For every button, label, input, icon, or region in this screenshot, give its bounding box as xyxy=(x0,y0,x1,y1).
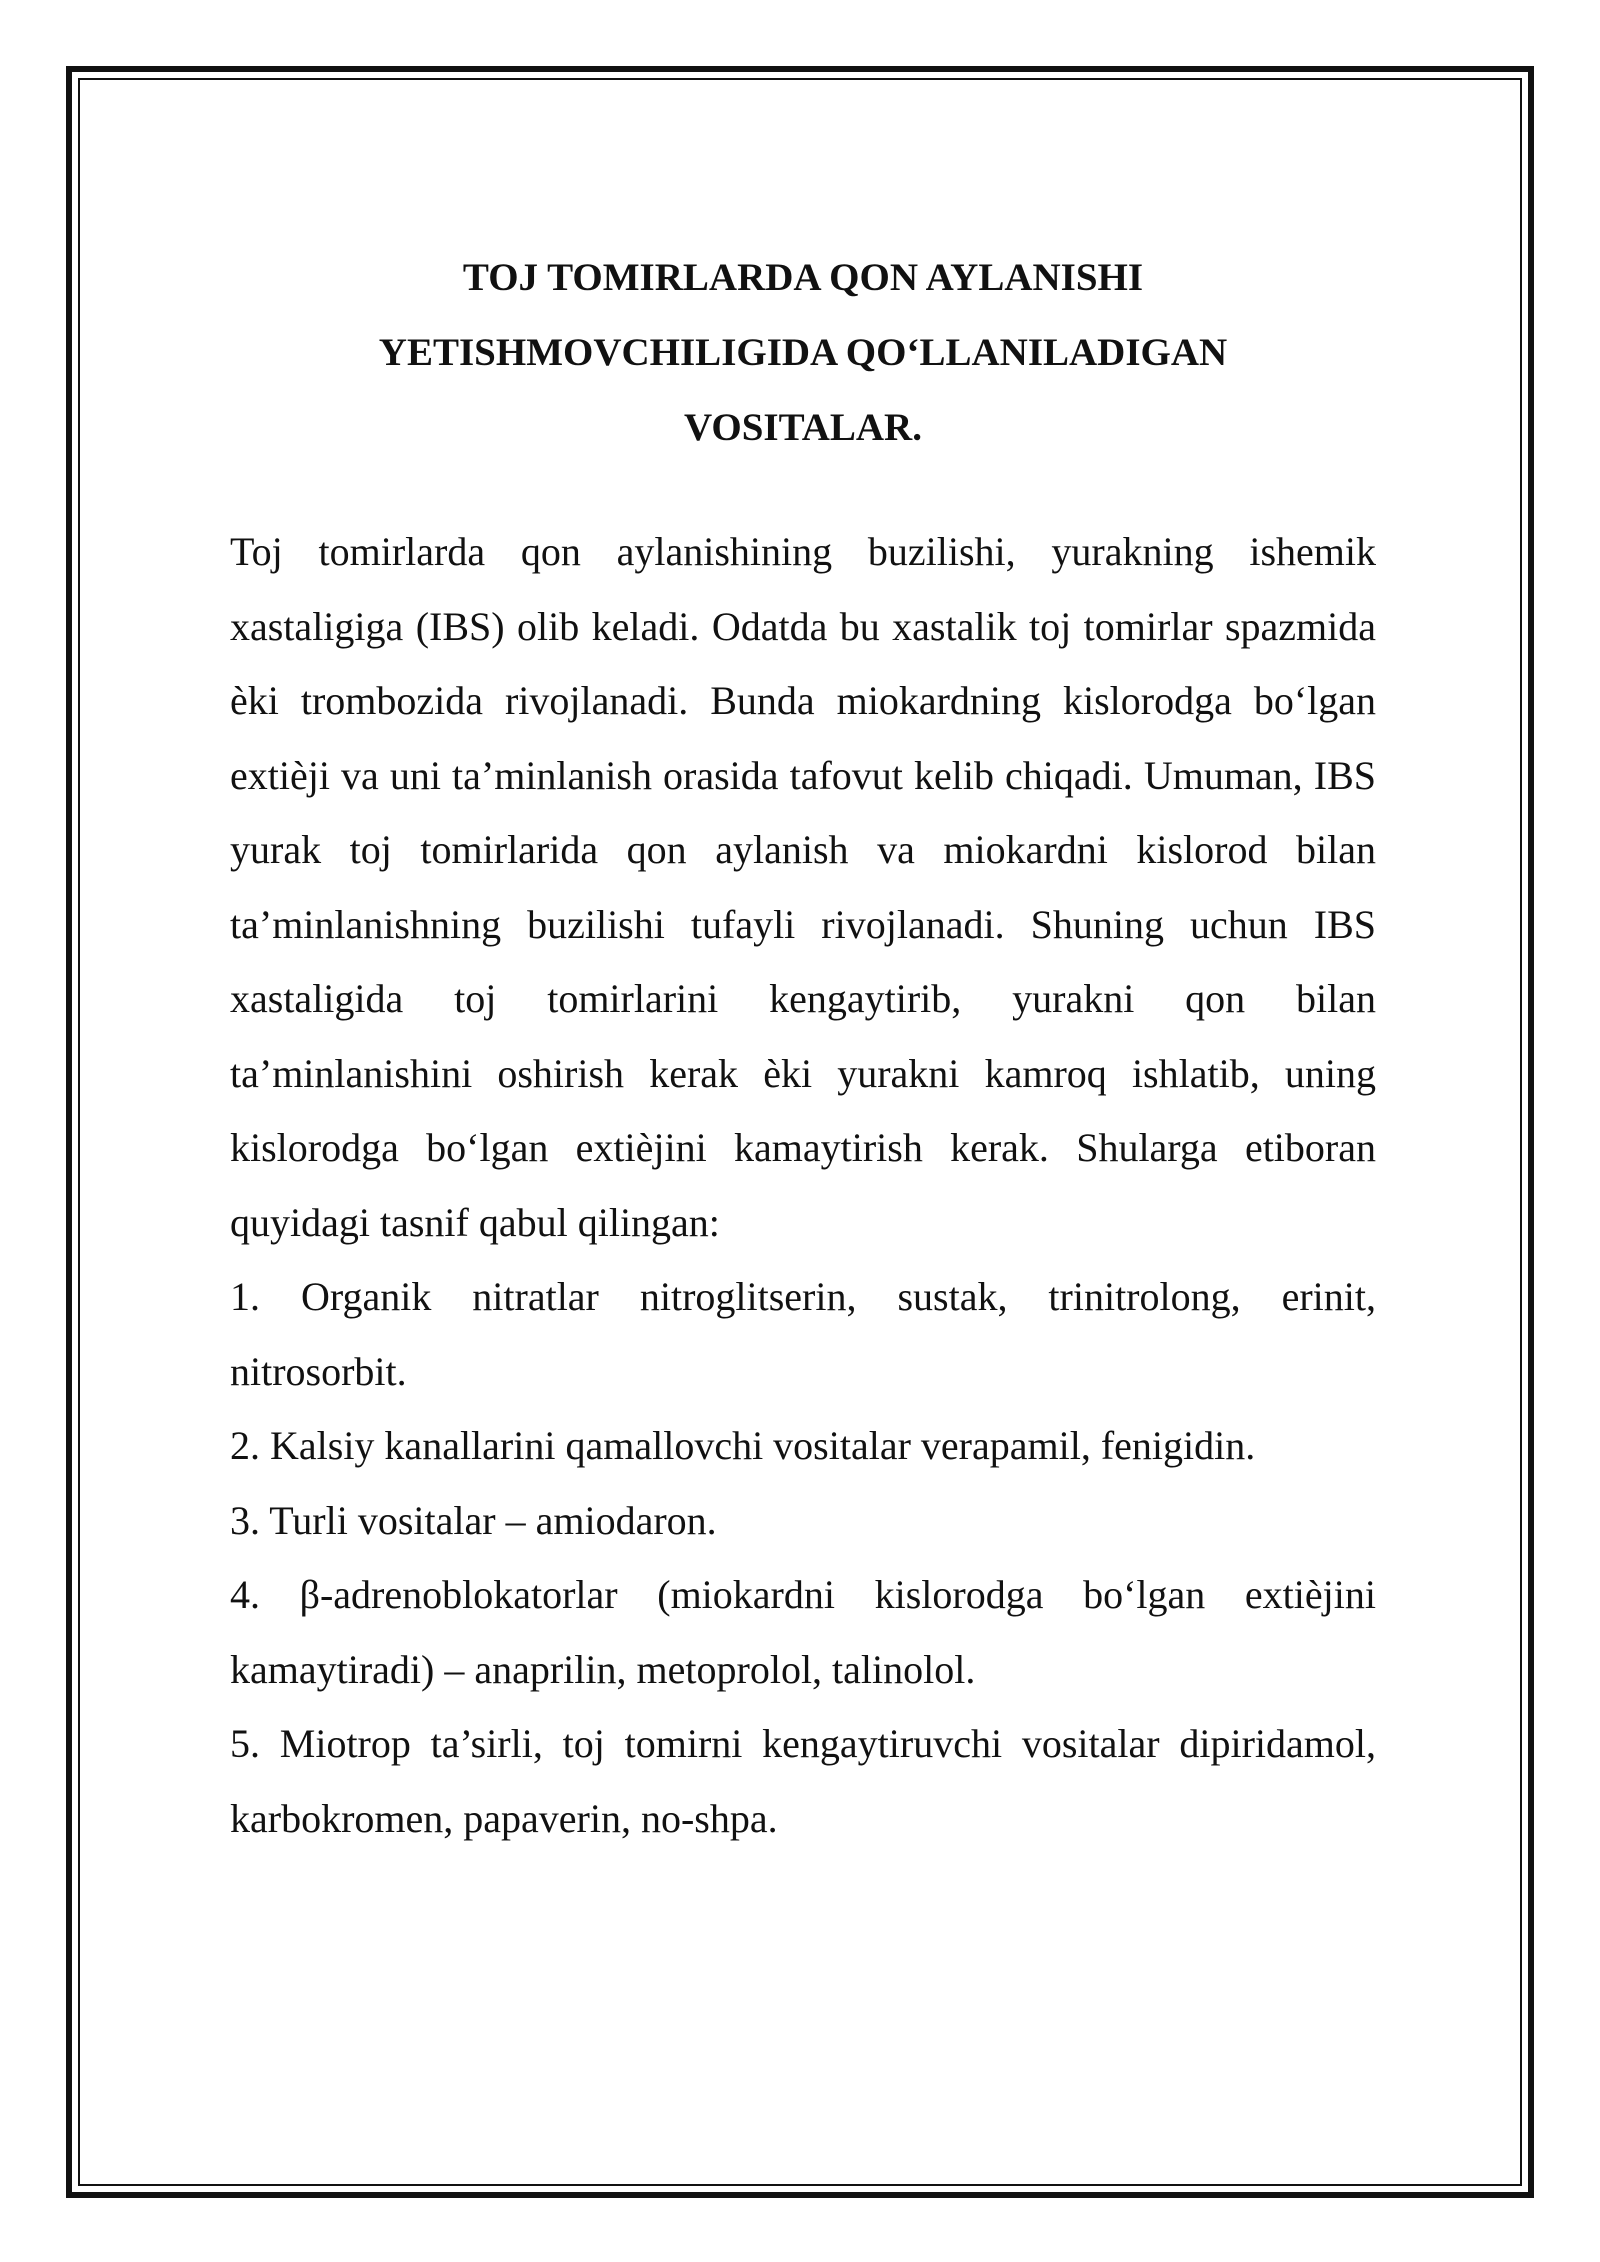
list-item-3: 3. Turli vositalar – amiodaron. xyxy=(230,1497,717,1543)
page-content xyxy=(230,240,1376,1856)
document-body xyxy=(230,515,1376,1856)
title-line-1: TOJ TOMIRLARDA QON AYLANISHI xyxy=(462,256,1144,299)
document-title xyxy=(230,240,1376,465)
list-item-1: 1. Organik nitratlar nitroglitserin, sustak, trinitrolong, erinit, nitrosorbit. xyxy=(230,1274,1376,1394)
list-item-2: 2. Kalsiy kanallarini qamallovchi vositalar verapamil, fenigidin. xyxy=(230,1423,1256,1468)
list-item-4: 4. β-adrenoblokatorlar (miokardni kislorodga bo‘lgan extièjini kamaytiradi) – anaprilin, metoprolol, talinolol. xyxy=(230,1572,1376,1692)
title-line-3: VOSITALAR. xyxy=(684,406,922,449)
list-item-5: 5. Miotrop ta’sirli, toj tomirni kengaytiruvchi vositalar dipiridamol, karbokromen, papaverin, no-shpa. xyxy=(230,1721,1376,1841)
intro-paragraph: Toj tomirlarda qon aylanishining buzilishi, yurakning ishemik xastaligiga (IBS) olib keladi. Odatda bu xastalik toj tomirlar spazmida èki trombozida rivojlanadi. Bunda miokardning kislorodga bo‘lgan extièji va uni ta’minlanish orasida tafovut kelib chiqadi. Umuman, IBS yurak toj tomirlarida qon aylanish va miokardni kislorod bilan ta’minlanishning buzilishi tufayli rivojlanadi. Shuning uchun IBS xastaligida toj tomirlarini kengaytirib, yurakni qon bilan ta’minlanishini oshirish kerak èki yurakni kamroq ishlatib, uning kislorodga bo‘lgan extièjini kamaytirish kerak. Shularga etiboran quyidagi tasnif qabul qilingan: xyxy=(230,529,1376,1245)
title-line-2: YETISHMOVCHILIGIDA QO‘LLANILADIGAN xyxy=(378,331,1228,374)
